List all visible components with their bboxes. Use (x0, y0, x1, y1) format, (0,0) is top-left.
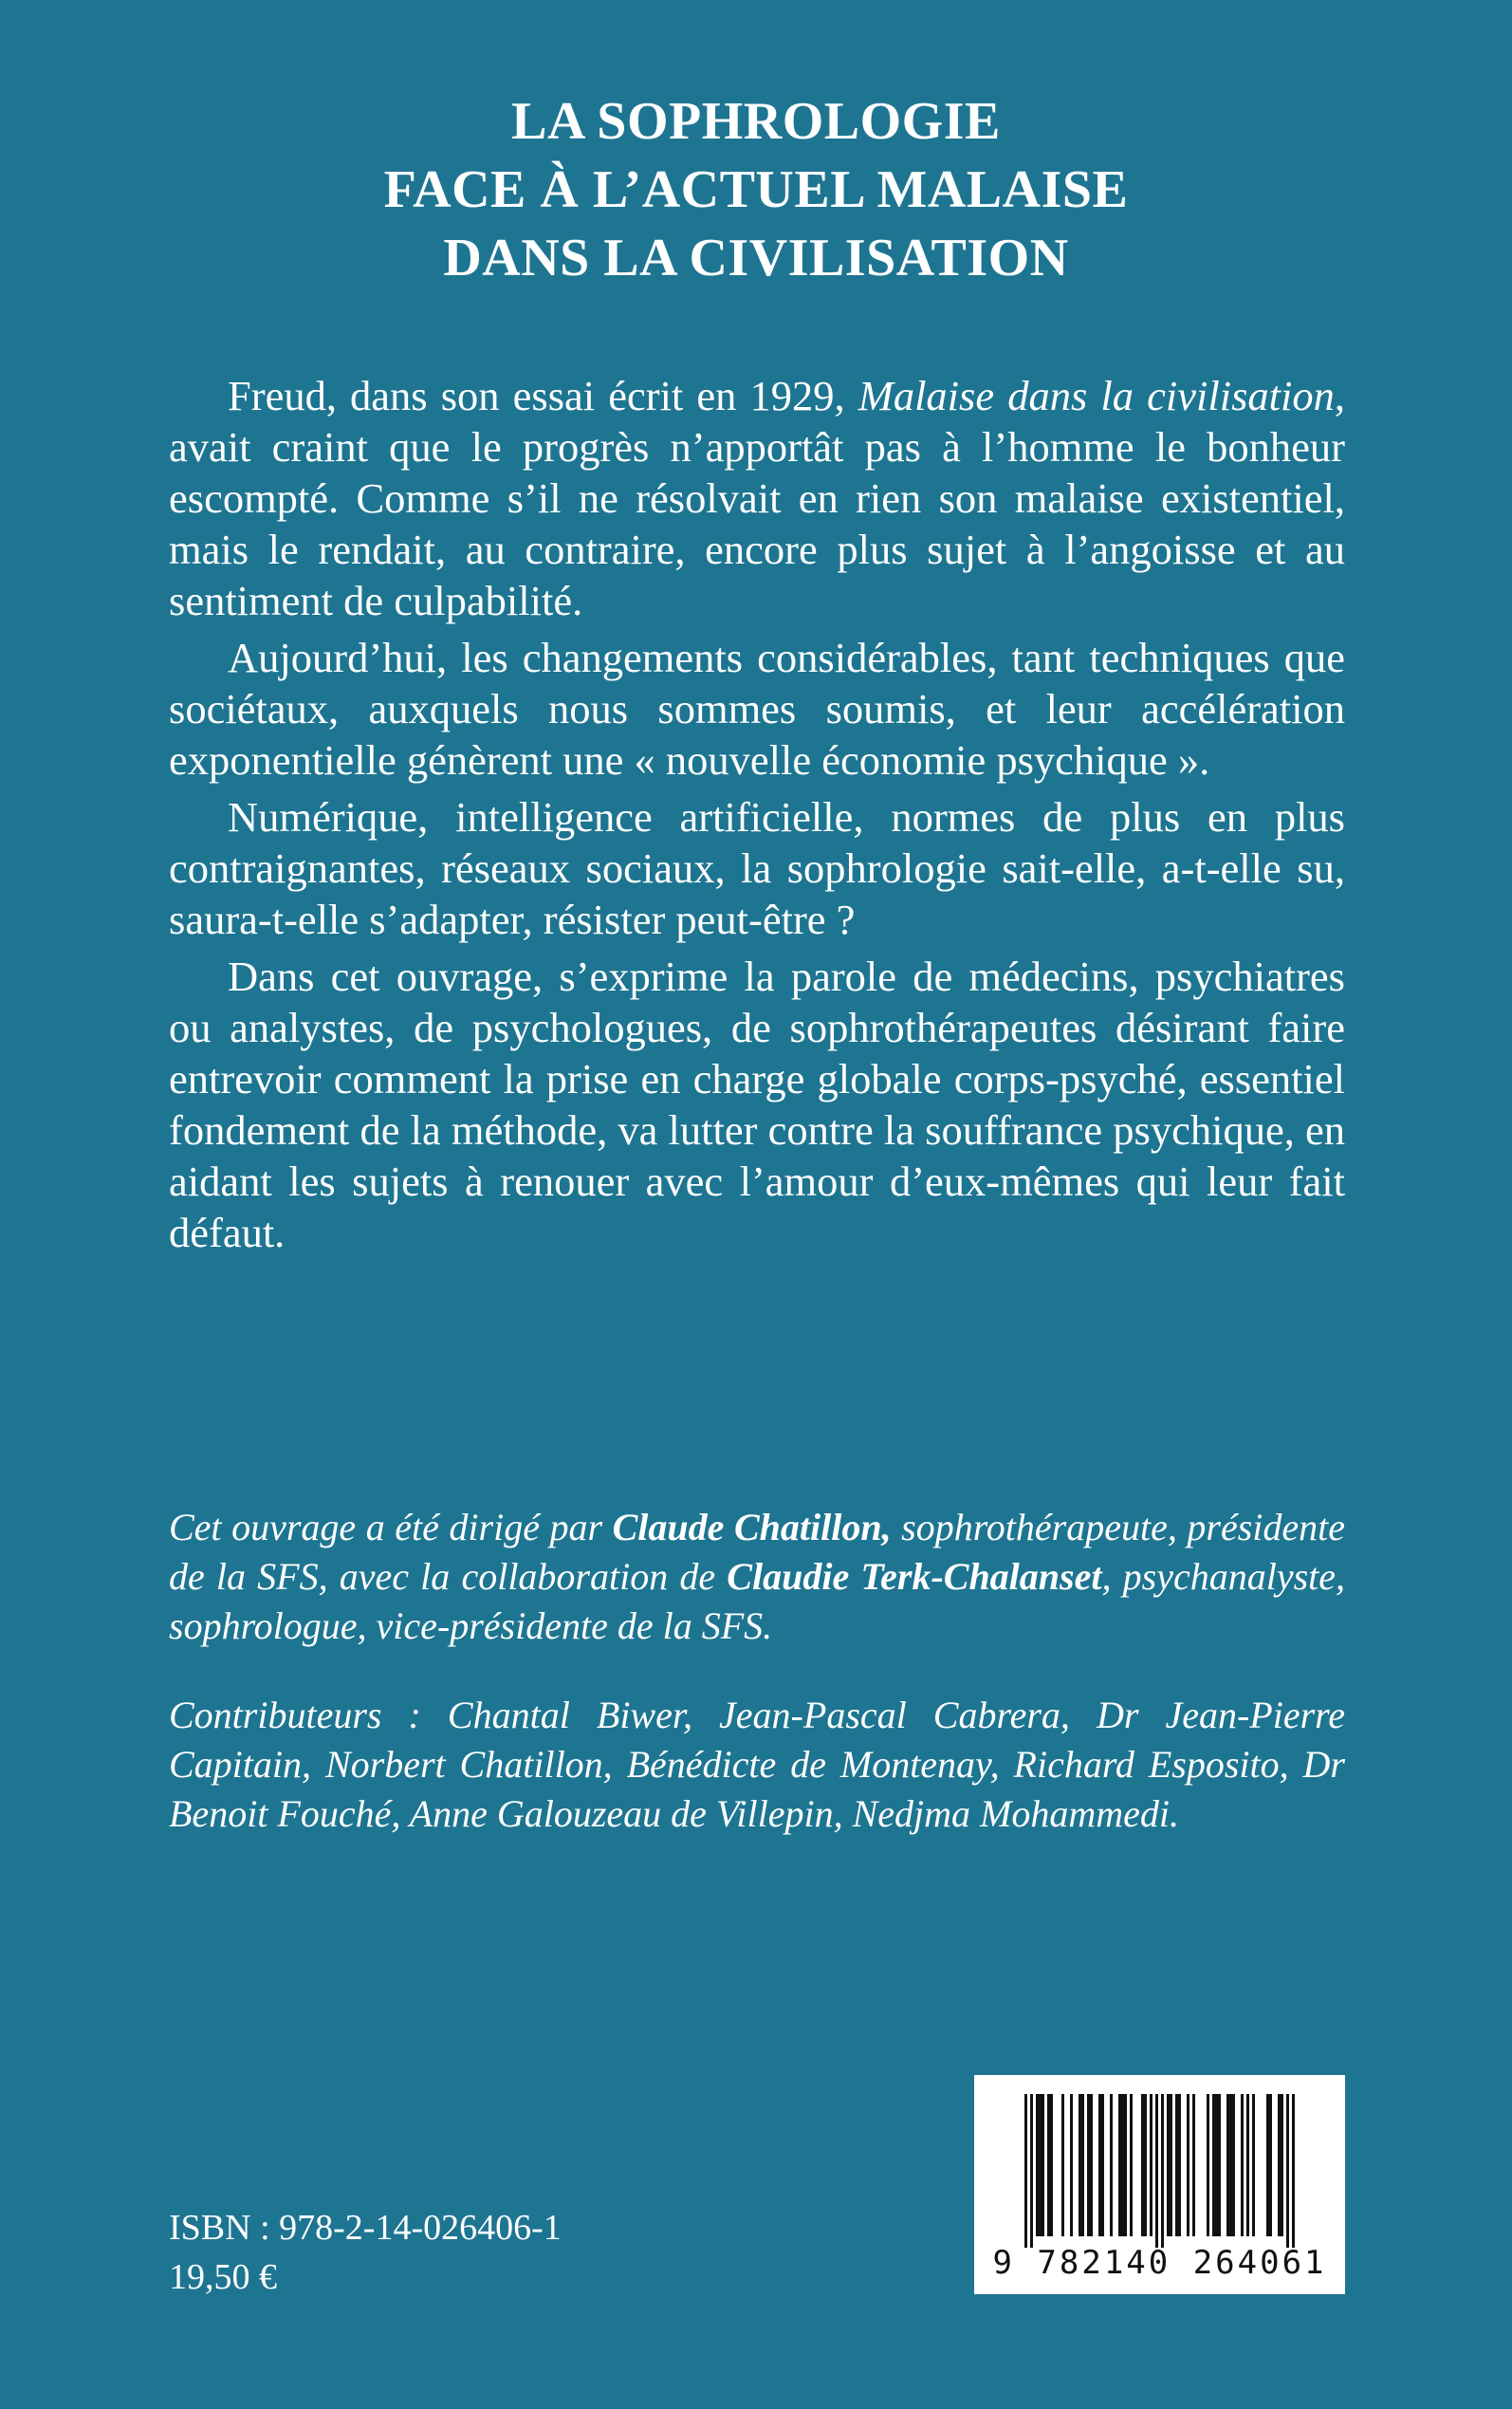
barcode-bar (1090, 2094, 1093, 2236)
title-line-3: DANS LA CIVILISATION (443, 229, 1069, 287)
credits-spacer (169, 1651, 1345, 1691)
barcode-bar (1281, 2094, 1283, 2236)
barcode (974, 2075, 1345, 2294)
barcode-bar (1178, 2094, 1181, 2236)
barcode-bar (1150, 2094, 1152, 2236)
isbn-number: ISBN : 978-2-14-026406-1 (169, 2208, 562, 2248)
barcode-bar (1167, 2094, 1170, 2236)
barcode-bar (1061, 2094, 1064, 2236)
barcode-bar (1212, 2094, 1215, 2236)
collaborator-name: Claudie Terk-Chalanset (727, 1555, 1102, 1598)
barcode-bar (1079, 2094, 1081, 2236)
barcode-bar (1050, 2094, 1053, 2236)
synopsis-p1-start: Freud, dans son essai écrit en 1929, (228, 372, 858, 419)
director-name: Claude Chatillon, (612, 1506, 892, 1548)
barcode-bar (1030, 2094, 1033, 2248)
barcode-bar (1252, 2094, 1255, 2236)
collaborator-role: , psychanalyste, sophrologue, vice-présidente de la SFS. (169, 1555, 1346, 1647)
barcode-bar (1170, 2094, 1172, 2236)
barcode-bar (1215, 2094, 1218, 2236)
barcode-bar (1141, 2094, 1144, 2236)
barcode-bar (1110, 2094, 1113, 2236)
synopsis-paragraph-4: Dans cet ouvrage, s’exprime la parole de médecins, psychiatres ou analystes, de psychologues, de sophrothérapeutes désirant faire entrevoir comment la prise en charge globale corps-psyché, essentiel fondement de la méthode, va lutter contre la souffrance psychique, en aidant les sujets à renouer avec l’amour d’eux-mêmes qui leur fait défaut. (169, 953, 1345, 1256)
barcode-bar (1081, 2094, 1084, 2236)
barcode-digits: 9 782140 264061 (992, 2244, 1327, 2282)
barcode-bar (1101, 2094, 1104, 2236)
credits (169, 1503, 1345, 1839)
barcode-bar (1218, 2094, 1221, 2236)
barcode-bar (1192, 2094, 1195, 2236)
barcode-bar (1292, 2094, 1295, 2248)
barcode-bar (1269, 2094, 1272, 2236)
barcode-bar (1161, 2094, 1164, 2248)
barcode-bar (1226, 2094, 1229, 2236)
barcode-bar (1229, 2094, 1232, 2236)
barcode-bar (1121, 2094, 1124, 2236)
barcode-bar (1232, 2094, 1235, 2236)
barcode-bar (1155, 2094, 1158, 2248)
editorial-credit (169, 1503, 1345, 1651)
publication-info (169, 2203, 562, 2302)
synopsis-paragraph-1 (169, 370, 1345, 626)
barcode-bar (1118, 2094, 1121, 2236)
barcode-bar (1207, 2094, 1209, 2236)
barcode-bar (1187, 2094, 1189, 2236)
contributors-list: Contributeurs : Chantal Biwer, Jean-Pascal Cabrera, Dr Jean-Pierre Capitain, Norbert Chatillon, Bénédicte de Montenay, Richard Esposito, Dr Benoit Fouché, Anne Galouzeau de Villepin, Nedjma Mohammedi. (169, 1694, 1345, 1835)
barcode-bar (1098, 2094, 1101, 2236)
barcode-bar (1042, 2094, 1044, 2236)
barcode-bar (1087, 2094, 1090, 2236)
barcode-bar (1241, 2094, 1244, 2236)
barcode-bar (1175, 2094, 1178, 2236)
barcode-bar (1144, 2094, 1147, 2236)
title-line-1: LA SOPHROLOGIE (511, 92, 1001, 151)
barcode-bar (1266, 2094, 1269, 2236)
barcode-bar (1047, 2094, 1050, 2236)
barcode-bar (1286, 2094, 1289, 2248)
title-line-2: FACE À L’ACTUEL MALAISE (383, 160, 1129, 219)
synopsis-paragraph-2: Aujourd’hui, les changements considérables, tant techniques que sociétaux, auxquels nous sommes soumis, et leur accélération exponentielle génèrent une « nouvelle économie psychique ». (169, 634, 1345, 784)
barcode-bar (1024, 2094, 1027, 2248)
barcode-bar (1278, 2094, 1281, 2236)
price: 19,50 € (169, 2257, 277, 2297)
barcode-bar (1130, 2094, 1133, 2236)
barcode-bar (1246, 2094, 1249, 2236)
barcode-bar (1070, 2094, 1073, 2236)
cited-essay-title: Malaise dans la civilisation (857, 372, 1335, 419)
synopsis-p1-end: , avait craint que le progrès n’apportât pas à l’homme le bonheur escompté. Comme s’il ne résolvait en rien son malaise existentiel, mais le rendait, au contraire, encore plus sujet à l’angoisse et au sentiment de culpabilité. (169, 372, 1345, 624)
credit-intro: Cet ouvrage a été dirigé par (169, 1506, 613, 1548)
barcode-bar (1036, 2094, 1039, 2236)
barcode-bar (1039, 2094, 1042, 2236)
director-role: sophrothérapeute, présidente de la SFS, avec la collaboration de (169, 1506, 1346, 1598)
book-title (0, 87, 1512, 292)
barcode-bar (1124, 2094, 1127, 2236)
synopsis-paragraph-3: Numérique, intelligence artificielle, normes de plus en plus contraignantes, réseaux sociaux, la sophrologie sait-elle, a-t-elle su, saura-t-elle s’adapter, résister peut-être ? (169, 793, 1345, 943)
synopsis (169, 370, 1345, 1264)
